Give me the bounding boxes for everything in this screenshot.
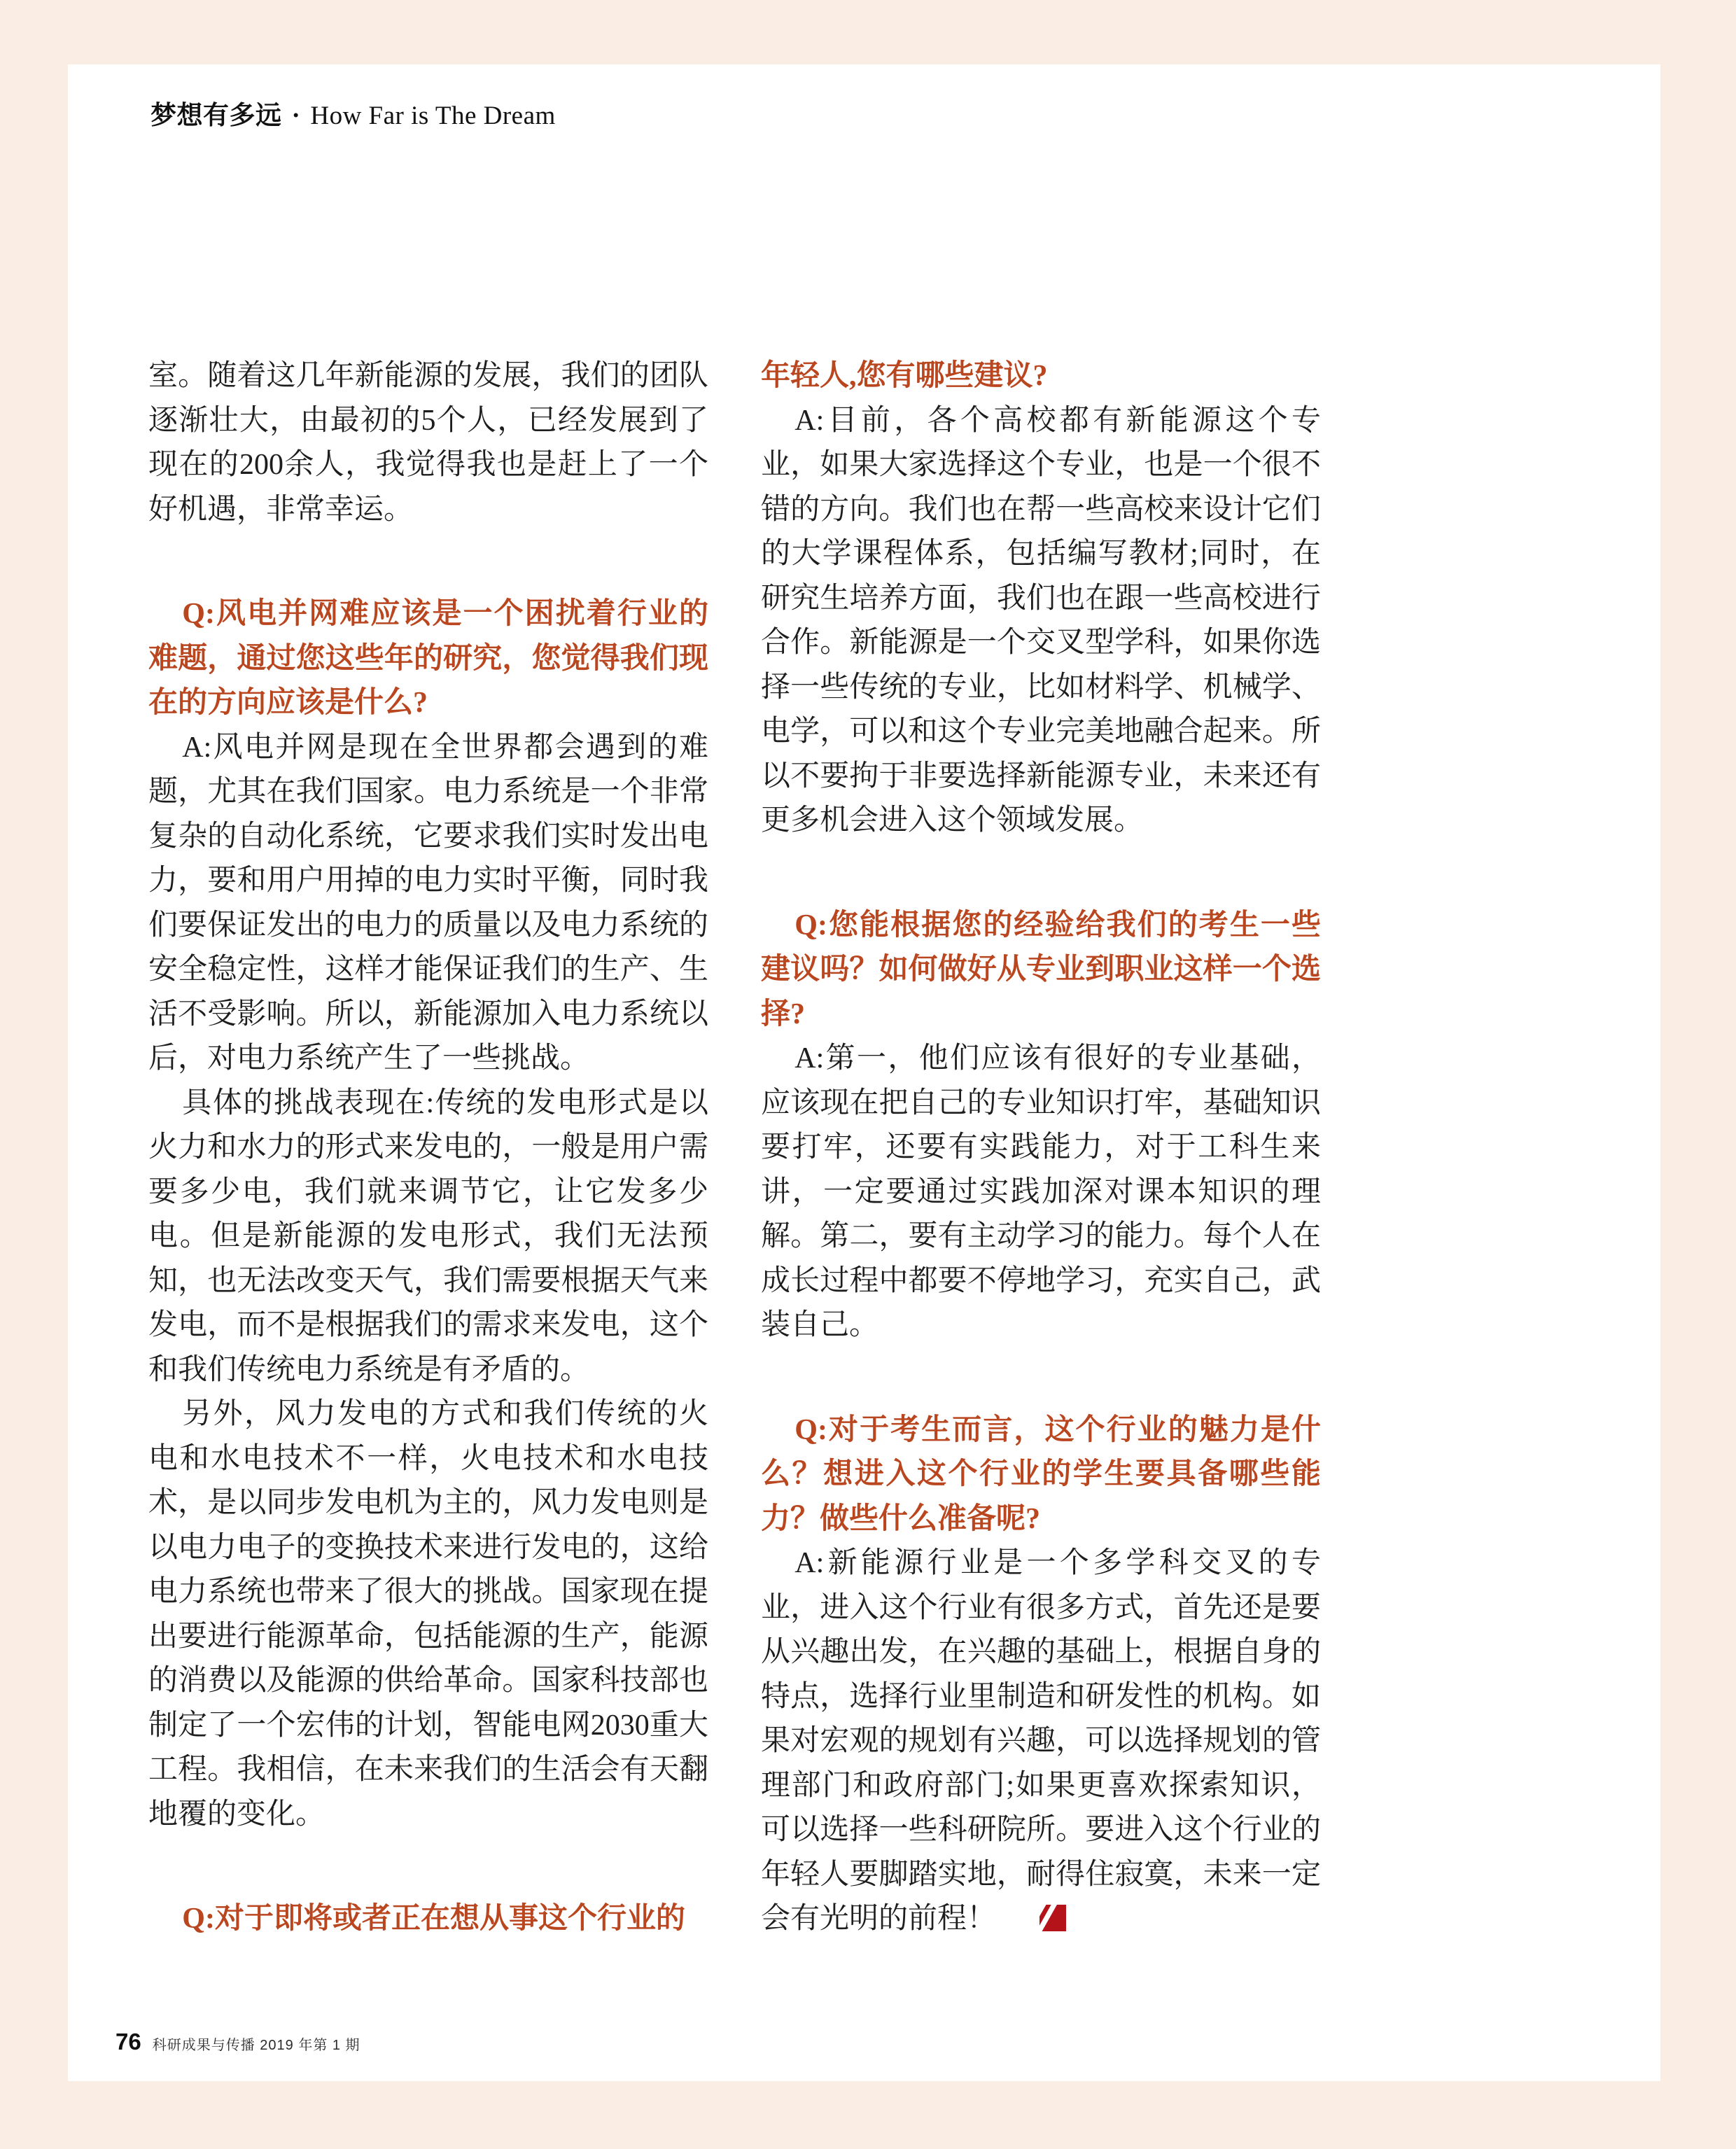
body-paragraph: A:新能源行业是一个多学科交叉的专业，进入这个行业有很多方式，首先还是要从兴趣出发，在兴趣的基础上，根据自身的特点，选择行业里制造和研发性的机构。如果对宏观的规划有兴趣，可以选择规划的管理部门和政府部门;如果更喜欢探索知识，可以选择一些科研院所。要进入这个行业的年轻人要脚踏实地，耐得住寂寞，未来一定会有光明的前程！ — [761, 1547, 1321, 1935]
question-heading: Q:对于考生而言，这个行业的魅力是什么？想进入这个行业的学生要具备哪些能力？做些什么准备呢? — [761, 1413, 1321, 1535]
journal-issue-label: 科研成果与传播 2019 年第 1 期 — [152, 2038, 360, 2053]
body-paragraph: 具体的挑战表现在:传统的发电形式是以火力和水力的形式来发电的，一般是用户需要多少电，我们就来调节它，让它发多少电。但是新能源的发电形式，我们无法预知，也无法改变天气，我们需要根据天气来发电，而不是根据我们的需求来发电，这个和我们传统电力系统是有矛盾的。 — [148, 1086, 708, 1386]
question-heading: Q:风电并网难应该是一个困扰着行业的难题，通过您这些年的研究，您觉得我们现在的方向应该是什么? — [148, 598, 708, 719]
question-heading: Q:对于即将或者正在想从事这个行业的 — [182, 1903, 685, 1935]
body-paragraph: 室。随着这几年新能源的发展，我们的团队逐渐壮大，由最初的5个人，已经发展到了现在的200余人，我觉得我也是赶上了一个好机遇，非常幸运。 — [148, 360, 708, 526]
page-sheet — [68, 64, 1660, 2081]
question-heading: Q:您能根据您的经验给我们的考生一些建议吗？如何做好从专业到职业这样一个选择? — [761, 909, 1321, 1030]
question-heading: 年轻人,您有哪些建议? — [761, 360, 1048, 392]
body-paragraph: A:第一，他们应该有很好的专业基础，应该现在把自己的专业知识打牢，基础知识要打牢，还要有实践能力，对于工科生来讲，一定要通过实践加深对课本知识的理解。第二，要有主动学习的能力。每个人在成长过程中都要不停地学习，充实自己，武装自己。 — [761, 1042, 1321, 1341]
header-title-english: How Far is The Dream — [310, 102, 556, 130]
column-left — [148, 354, 708, 1942]
body-paragraph: 另外，风力发电的方式和我们传统的火电和水电技术不一样，火电技术和水电技术，是以同步发电机为主的，风力发电则是以电力电子的变换技术来进行发电的，这给电力系统也带来了很大的挑战。国家现在提出要进行能源革命，包括能源的生产，能源的消费以及能源的供给革命。国家科技部也制定了一个宏伟的计划，智能电网2030重大工程。我相信，在未来我们的生活会有天翻地覆的变化。 — [148, 1398, 708, 1830]
running-header — [150, 94, 556, 132]
body-paragraph: A:目前，各个高校都有新能源这个专业，如果大家选择这个专业，也是一个很不错的方向。我们也在帮一些高校来设计它们的大学课程体系，包括编写教材;同时，在研究生培养方面，我们也在跟一些高校进行合作。新能源是一个交叉型学科，如果你选择一些传统的专业，比如材料学、机械学、电学，可以和这个专业完美地融合起来。所以不要拘于非要选择新能源专业，未来还有更多机会进入这个领域发展。 — [761, 404, 1321, 836]
end-of-article-icon — [1006, 1905, 1066, 1931]
header-title-chinese: 梦想有多远 — [150, 101, 282, 130]
header-separator-dot: · — [291, 102, 301, 130]
body-paragraph: A:风电并网是现在全世界都会遇到的难题，尤其在我们国家。电力系统是一个非常复杂的自动化系统，它要求我们实时发出电力，要和用户用掉的电力实时平衡，同时我们要保证发出的电力的质量以及电力系统的安全稳定性，这样才能保证我们的生产、生活不受影响。所以，新能源加入电力系统以后，对电力系统产生了一些挑战。 — [148, 731, 708, 1074]
column-right — [761, 354, 1321, 1942]
page-number: 76 — [115, 2029, 141, 2054]
page-footer — [115, 2029, 360, 2055]
